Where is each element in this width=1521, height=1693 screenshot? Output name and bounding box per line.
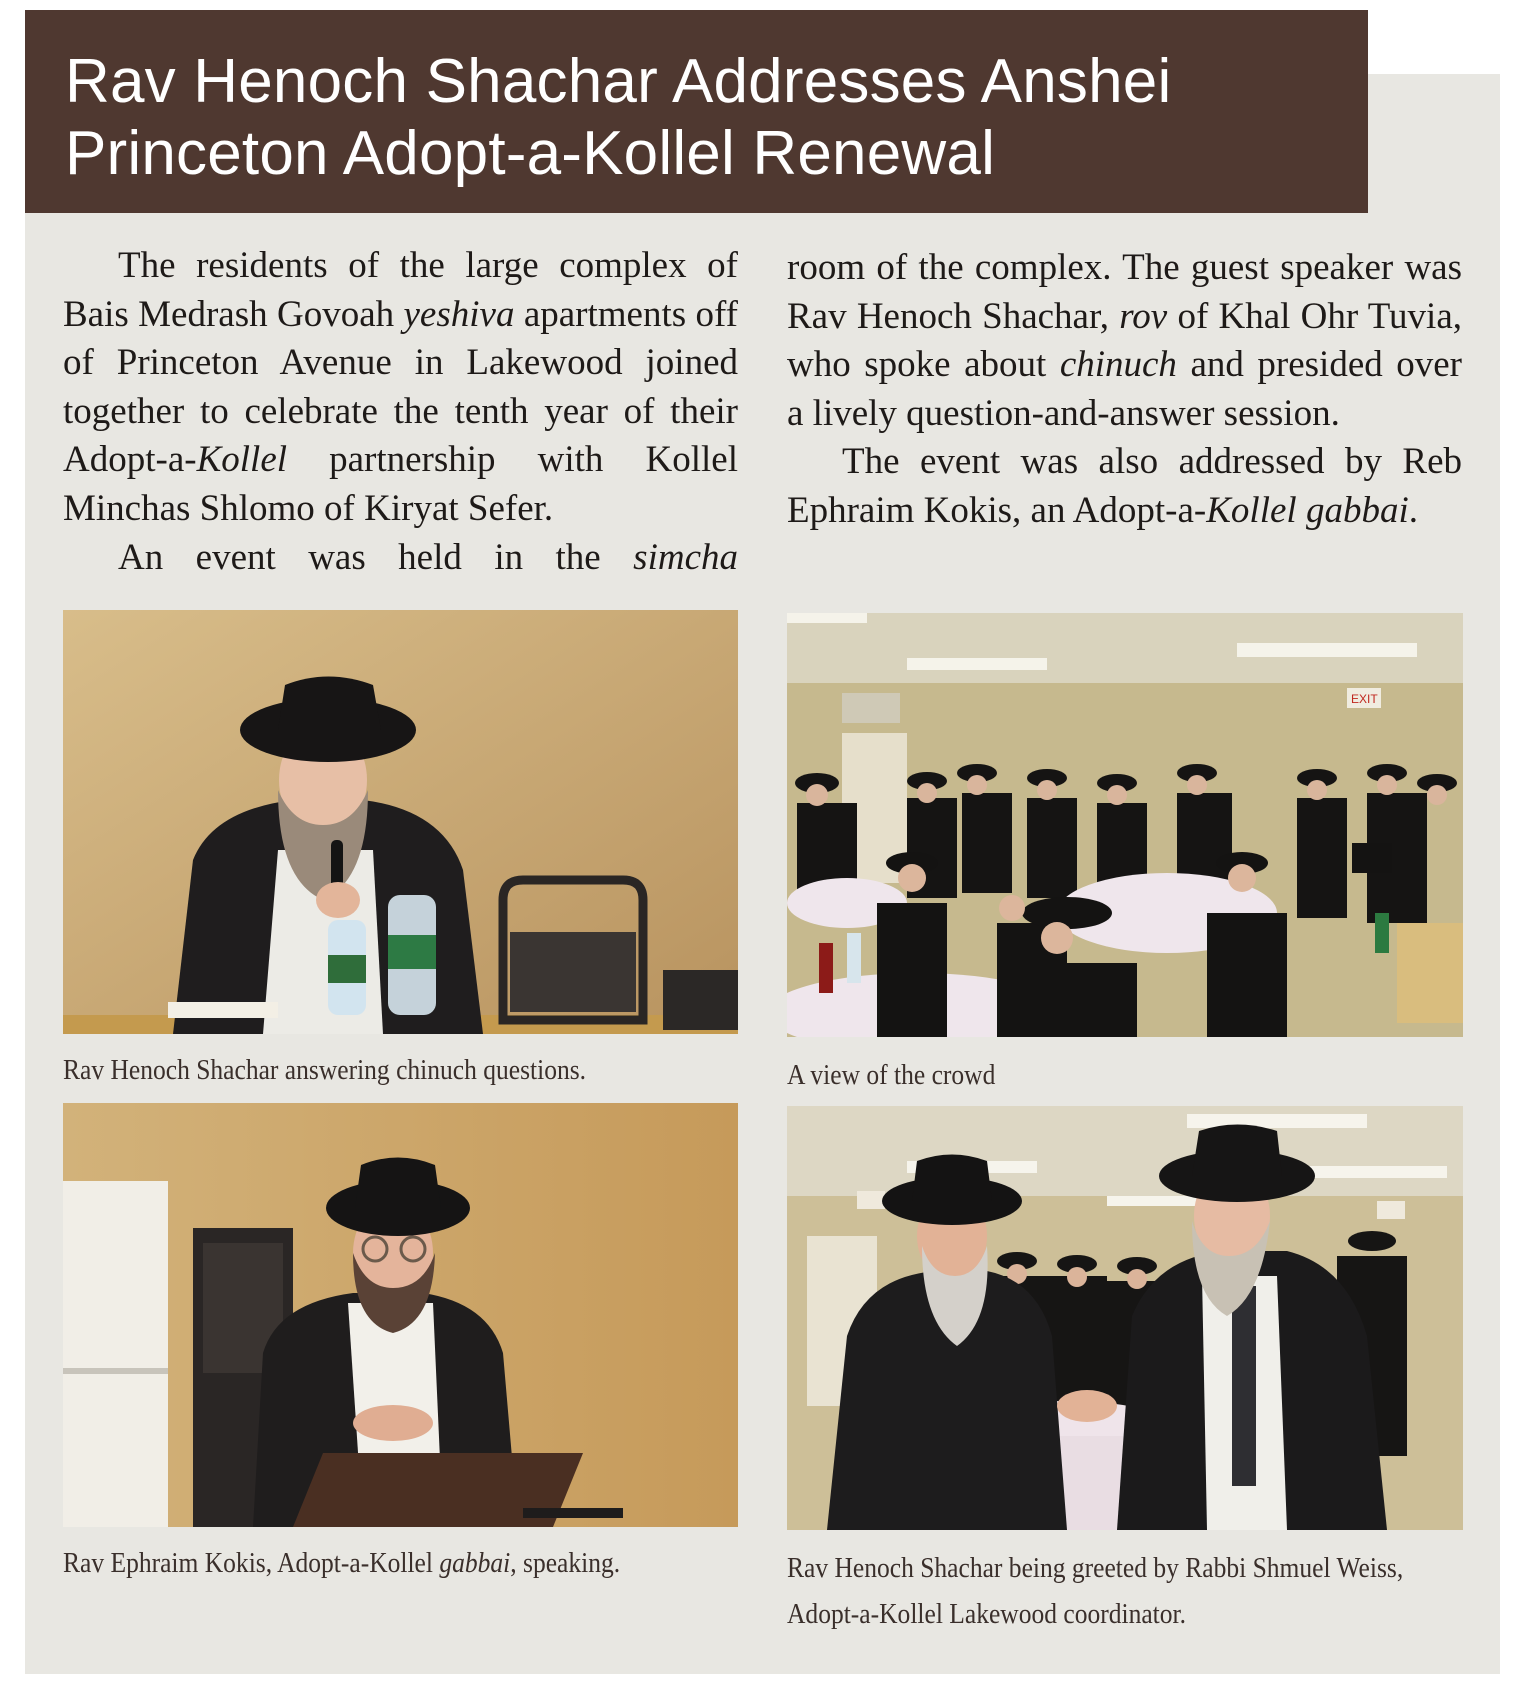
p2-text-c: room of the complex. The guest speaker was Rav Henoch Shachar, <box>787 247 1462 337</box>
p2-italic-rov: rov <box>1119 295 1168 337</box>
photo-rav-shachar-greeted-by-rabbi-weiss <box>787 1106 1463 1530</box>
p1-text-a: The residents of the large complex of Bais Medrash Govoah <box>63 245 738 335</box>
p1-italic-yeshiva: yeshiva <box>403 293 515 335</box>
svg-text:EXIT: EXIT <box>1351 692 1378 706</box>
photo-rav-henoch-shachar-speaking <box>63 610 738 1034</box>
p2-italic-chinuch: chinuch <box>1059 344 1177 386</box>
caption-photo-3 <box>63 1540 620 1586</box>
p1-text-c: apartments off of Princeton Avenue in Lakewood joined together to celebrate the tenth year of their Adopt-a- <box>63 293 738 481</box>
p2-text-e: of Khal Ohr Tuvia, who spoke about <box>787 295 1462 386</box>
paragraph-1 <box>63 242 738 534</box>
p3-italic-kollel-gabbai: Kollel gabbai <box>1206 489 1409 531</box>
article-title-line-2: Princeton Adopt-a-Kollel Renewal <box>65 119 996 188</box>
caption-3-text-c: , speaking. <box>510 1547 621 1579</box>
p2-text-g: and presided over a lively question-and-answer session. <box>787 344 1463 434</box>
article-column-right <box>787 244 1462 536</box>
caption-photo-4 <box>787 1545 1403 1637</box>
caption-4-line-1: Rav Henoch Shachar being greeted by Rabbi Shmuel Weiss, <box>787 1552 1404 1584</box>
caption-4-line-2: Adopt-a-Kollel Lakewood coordinator. <box>787 1598 1186 1630</box>
caption-photo-2: A view of the crowd <box>787 1059 996 1091</box>
p3-text-a: The event was also addressed by Reb Ephraim Kokis, an Adopt-a- <box>787 441 1462 531</box>
photo-rav-ephraim-kokis-speaking <box>63 1103 738 1527</box>
p1-text-e: partnership with Kollel Minchas Shlomo of Kiryat Sefer. <box>63 439 738 529</box>
paragraph-2-start <box>63 534 738 583</box>
p2-italic-simcha: simcha <box>633 536 738 578</box>
paragraph-3 <box>787 438 1462 535</box>
p3-text-c: . <box>1408 489 1418 531</box>
p1-italic-kollel: Kollel <box>196 439 288 481</box>
caption-3-italic-gabbai: gabbai <box>439 1547 511 1579</box>
article-title <box>65 46 1328 190</box>
article-column-left <box>63 242 738 582</box>
photo-view-of-crowd <box>787 613 1463 1037</box>
caption-3-text-a: Rav Ephraim Kokis, Adopt-a-Kollel <box>63 1547 440 1579</box>
caption-photo-1: Rav Henoch Shachar answering chinuch questions. <box>63 1054 587 1086</box>
article-title-line-1: Rav Henoch Shachar Addresses Anshei <box>65 47 1172 116</box>
paragraph-2-continued <box>787 244 1462 438</box>
article-title-bar <box>25 10 1368 213</box>
p2-text-a: An event was held in the <box>118 536 634 578</box>
